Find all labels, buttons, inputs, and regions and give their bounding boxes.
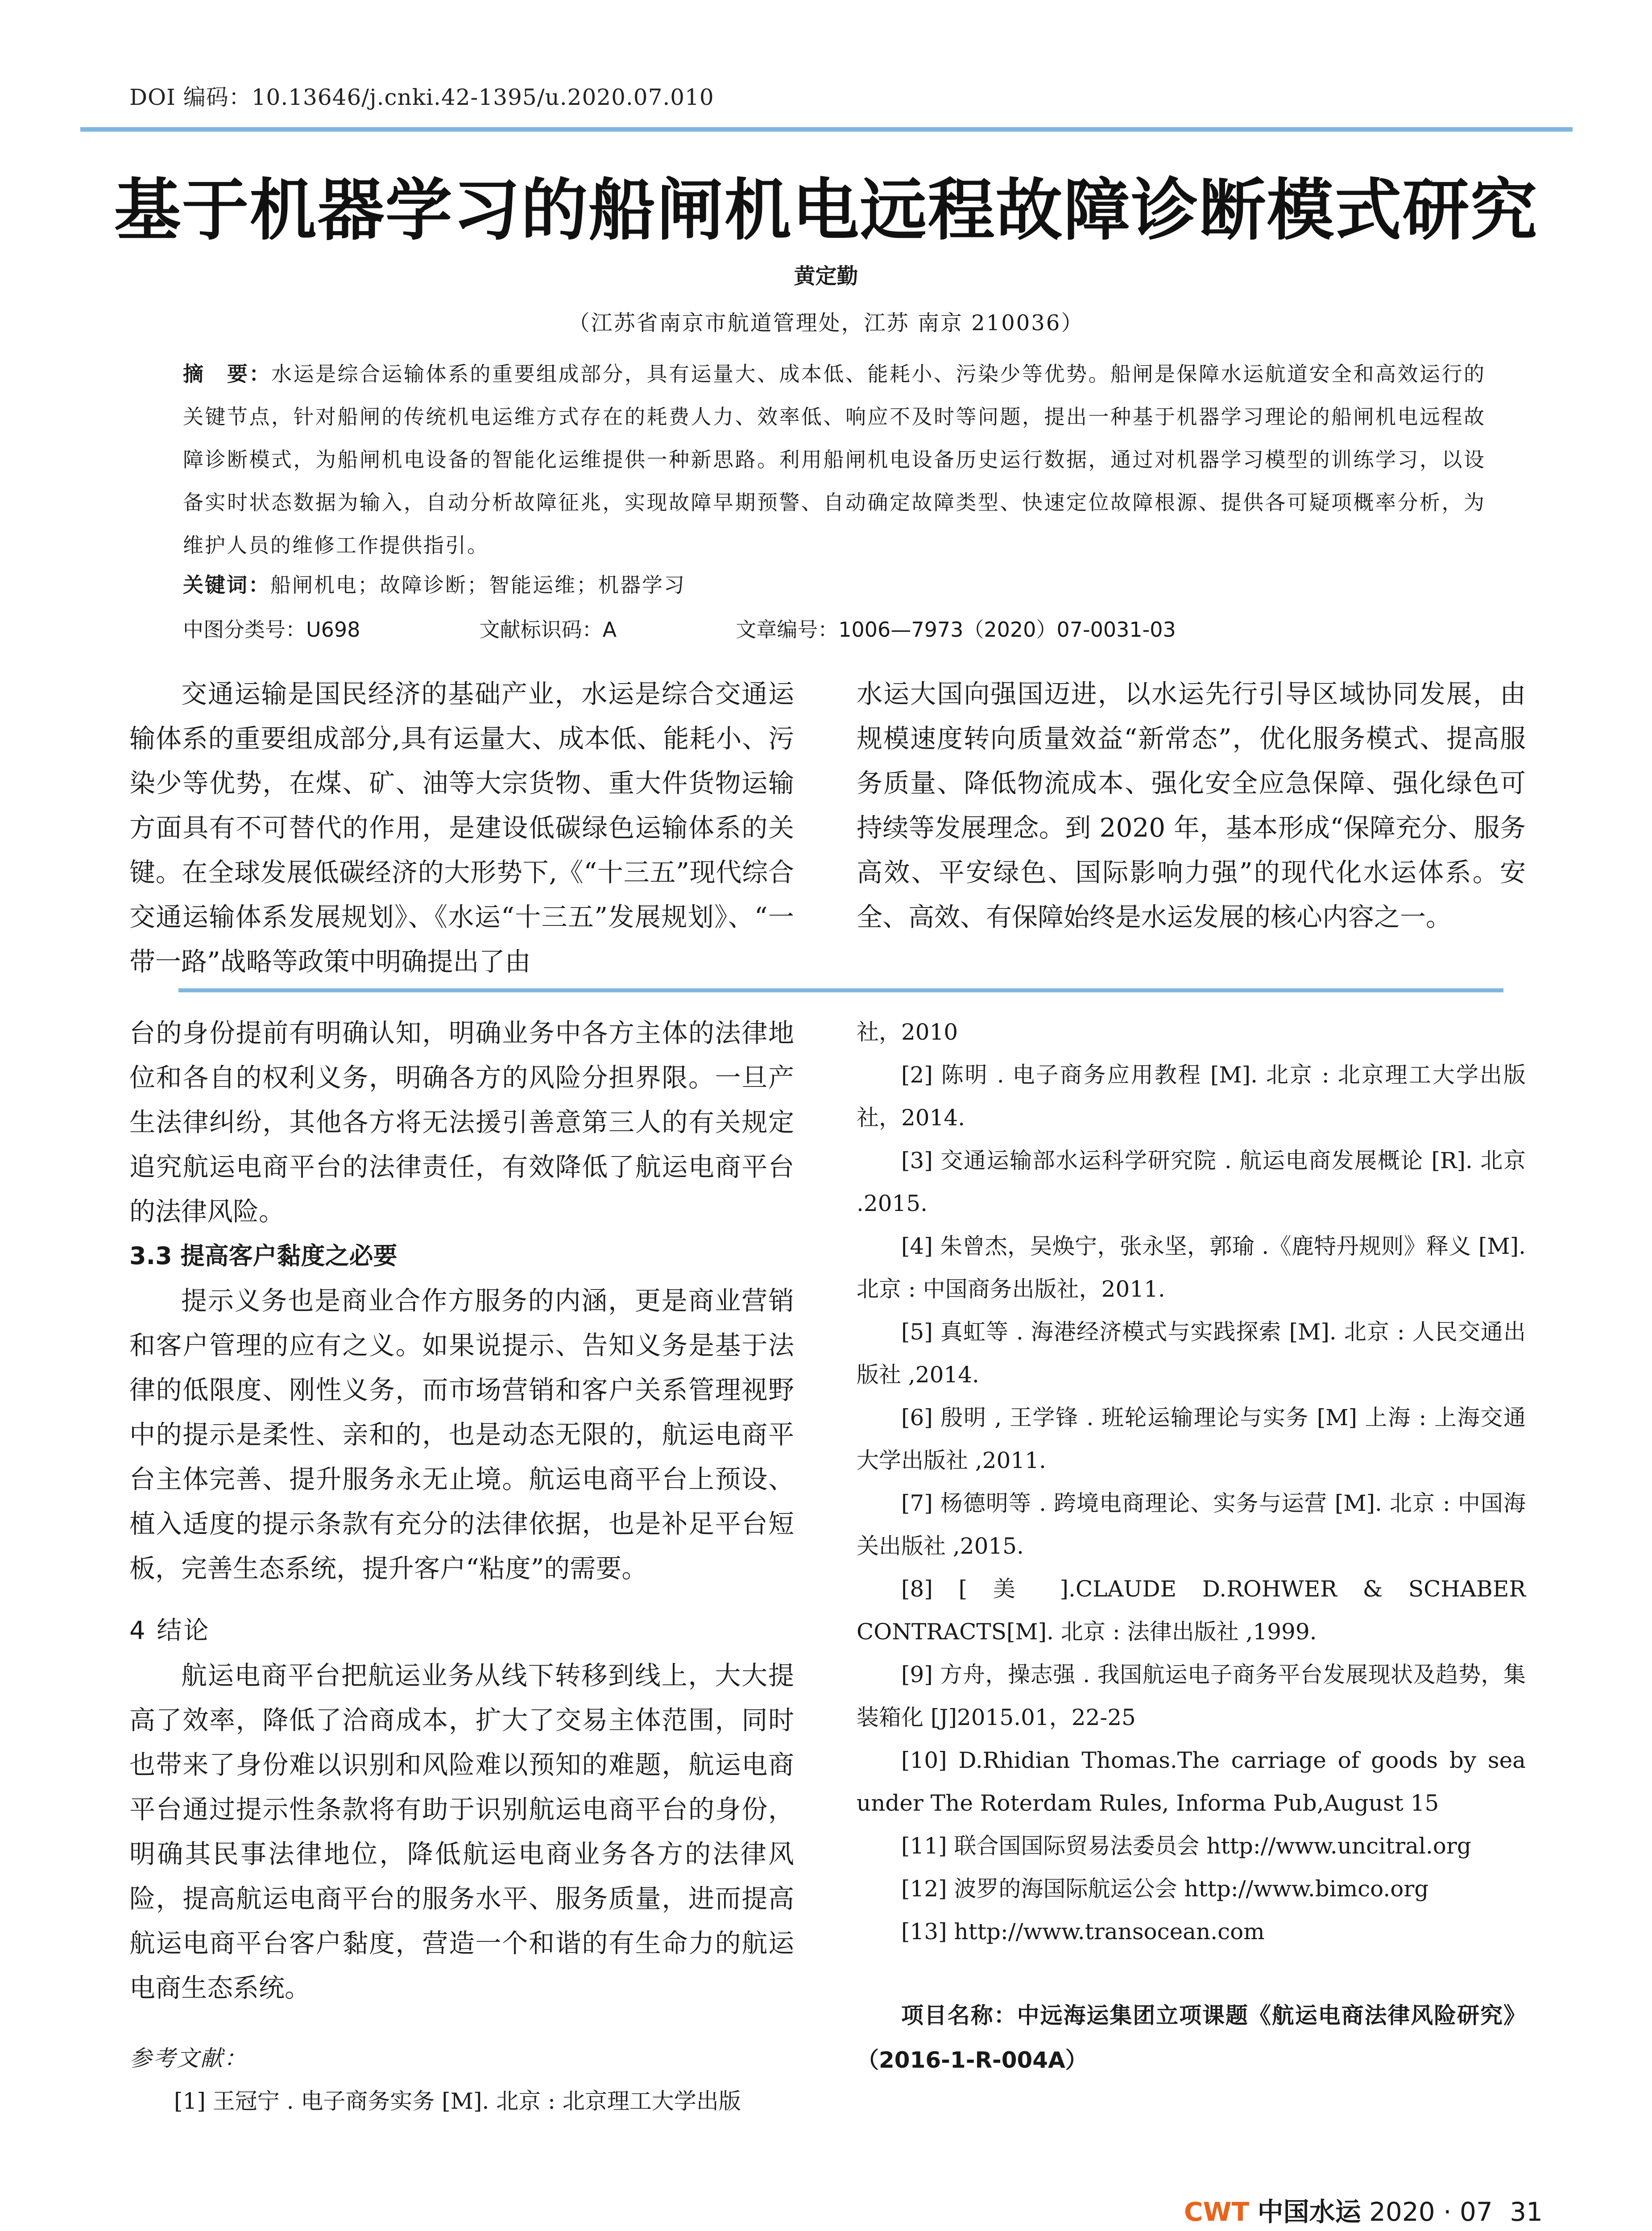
paper-title: 基于机器学习的船闸机电远程故障诊断模式研究 [114,171,1538,249]
reference-7: [7] 杨德明等 . 跨境电商理论、实务与运营 [M]. 北京 : 中国海关出版社 ,2015. [857,1490,1526,1559]
intro-right-column [857,672,1526,939]
reference-8: [8] [ 美 ].CLAUDE D.ROHWER & SCHABER CONTRACTS[M]. 北京 : 法律出版社 ,1999. [857,1576,1526,1645]
reference-4: [4] 朱曾杰，吴焕宁，张永坚，郭瑜 .《鹿特丹规则》释义 [M]. 北京 : 中国商务出版社，2011. [857,1233,1526,1302]
affiliation: （江苏省南京市航道管理处，江苏 南京 210036） [568,311,1084,336]
paragraph-conclusion: 航运电商平台把航运业务从线下转移到线上，大大提高了效率，降低了洽商成本，扩大了交易主体范围，同时也带来了身份难以识别和风险难以预知的难题，航运电商平台通过提示性条款将有助于识别航运电商平台的身份，明确其民事法律地位，降低航运电商业务各方的法律风险，提高航运电商平台的服务水平、服务质量，进而提高航运电商平台客户黏度，营造一个和谐的有生命力的航运电商生态系统。 [129,1660,794,2003]
references-heading: 参考文献： [129,2045,248,2071]
intro-paragraph-right: 水运大国向强国迈进，以水运先行引导区域协同发展，由规模速度转向质量效益“新常态”，优化服务模式、提高服务质量、降低物流成本、强化安全应急保障、强化绿色可持续等发展理念。到 2020 年，基本形成“保障充分、服务高效、平安绿色、国际影响力强”的现代化水运体系。安全、高效、有保障始终是水运发展的核心内容之一。 [857,679,1526,932]
page-footer [1184,2191,1543,2228]
reference-2: [2] 陈明 . 电子商务应用教程 [M]. 北京 : 北京理工大学出版社，2014. [857,1062,1526,1131]
project-note: 项目名称：中远海运集团立项课题《航运电商法律风险研究》（2016-1-R-004A） [857,2003,1526,2073]
document-code: 文献标识码：A [479,618,617,642]
reference-12: [12] 波罗的海国际航运公会 http://www.bimco.org [901,1876,1429,1902]
clc-number: 中图分类号：U698 [183,618,360,642]
article-number: 文章编号：1006—7973（2020）07-0031-03 [736,618,1176,642]
reference-10: [10] D.Rhidian Thomas.The carriage of goods by sea under The Roterdam Rules, Informa Pub,August 15 [857,1747,1526,1816]
reference-9: [9] 方舟，操志强 . 我国航运电子商务平台发展现状及趋势，集装箱化 [J]2015.01，22-25 [857,1662,1526,1730]
reference-5: [5] 真虹等 . 海港经济模式与实践探索 [M]. 北京 : 人民交通出版社 ,2014. [857,1319,1526,1388]
section-4-heading: 4 结论 [129,1616,211,1645]
keywords-label: 关键词： [183,573,270,597]
reference-3: [3] 交通运输部水运科学研究院 . 航运电商发展概论 [R]. 北京 .2015. [857,1148,1526,1216]
author: 黄定勤 [794,264,858,289]
intro-left-column [129,672,794,984]
classification [183,614,1176,643]
keywords [183,569,686,598]
header-rule [80,127,1573,132]
paragraph-platform-identity: 台的身份提前有明确认知，明确业务中各方主体的法律地位和各自的权利义务，明确各方的风险分担界限。一旦产生法律纠纷，其他各方将无法援引善意第三人的有关规定追究航运电商平台的法律责任，有效降低了航运电商平台的法律风险。 [129,1018,794,1227]
page-number: 31 [1510,2197,1543,2227]
abstract-label: 摘 要： [183,362,271,386]
abstract-text: 水运是综合运输体系的重要组成部分，具有运量大、成本低、能耗小、污染少等优势。船闸是保障水运航道安全和高效运行的关键节点，针对船闸的传统机电运维方式存在的耗费人力、效率低、响应不及时等问题，提出一种基于机器学习理论的船闸机电远程故障诊断模式，为船闸机电设备的智能化运维提供一种新思路。利用船闸机电设备历史运行数据，通过对机器学习模型的训练学习，以设备实时状态数据为输入，自动分析故障征兆，实现故障早期预警、自动确定故障类型、快速定位故障根源、提供各可疑项概率分析，为维护人员的维修工作提供指引。 [183,362,1486,557]
reference-6: [6] 殷明 , 王学锋 . 班轮运输理论与实务 [M] 上海 : 上海交通大学出版社 ,2011. [857,1405,1526,1473]
doi: DOI 编码：10.13646/j.cnki.42-1395/u.2020.07.010 [129,84,714,110]
paragraph-customer-stickiness: 提示义务也是商业合作方服务的内涵，更是商业营销和客户管理的应有之义。如果说提示、告知义务是基于法律的低限度、刚性义务，而市场营销和客户关系管理视野中的提示是柔性、亲和的，也是动态无限的，航运电商平台主体完善、提升服务永无止境。航运电商平台上预设、植入适度的提示条款有充分的法律依据，也是补足平台短板，完善生态系统，提升客户“粘度”的需要。 [129,1286,794,1584]
section-3-3-heading: 3.3 提高客户黏度之必要 [129,1242,397,1270]
journal-logo: CWT [1184,2197,1250,2227]
reference-13: [13] http://www.transocean.com [901,1919,1265,1945]
reference-1: [1] 王冠宁 . 电子商务实务 [M]. 北京 : 北京理工大学出版 [174,2088,741,2114]
journal-name: 中国水运 [1257,2197,1361,2227]
section-divider [178,988,1503,992]
abstract [183,352,1486,567]
bottom-left-column [129,1011,794,2123]
keywords-text: 船闸机电；故障诊断；智能运维；机器学习 [270,573,686,597]
issue-number: 2020 · 07 [1369,2197,1493,2227]
reference-11: [11] 联合国国际贸易法委员会 http://www.uncitral.org [901,1833,1471,1859]
reference-1-continued: 社，2010 [857,1019,958,1045]
intro-paragraph-left: 交通运输是国民经济的基础产业，水运是综合交通运输体系的重要组成部分,具有运量大、成本低、能耗小、污染少等优势，在煤、矿、油等大宗货物、重大件货物运输方面具有不可替代的作用，是建设低碳绿色运输体系的关键。在全球发展低碳经济的大形势下,《“十三五”现代综合交通运输体系发展规划》、《水运“十三五”发展规划》、“一带一路”战略等政策中明确提出了由 [129,679,794,977]
references-right-column [857,1011,1526,2082]
